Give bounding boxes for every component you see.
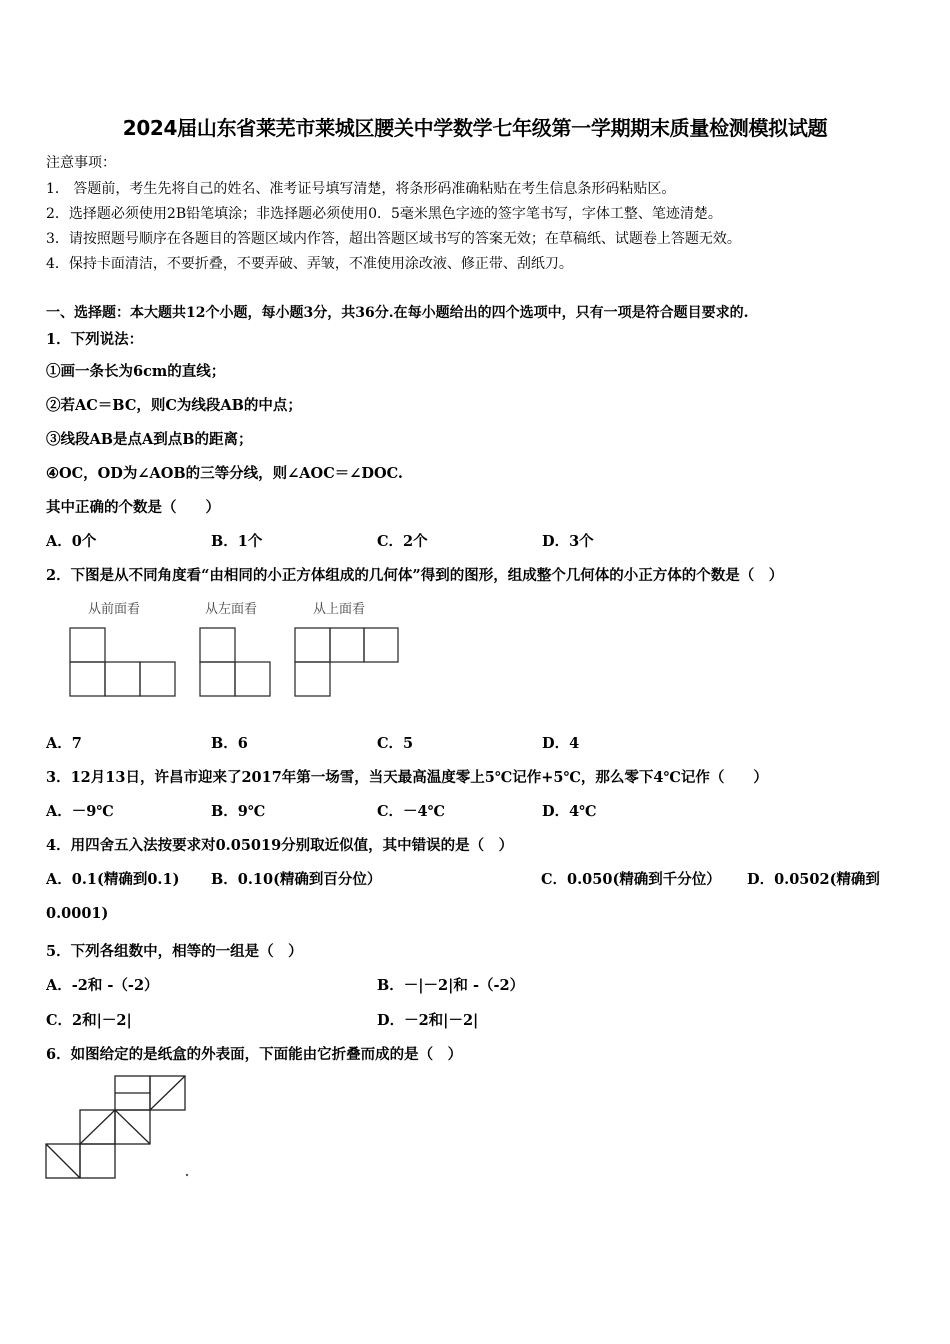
q1-statement-4: ④OC，OD为∠AOB的三等分线，则∠AOC＝∠DOC. xyxy=(46,465,403,482)
q1-option-a[interactable]: A．0个 xyxy=(46,533,97,550)
front-view-label: 从前面看 xyxy=(88,602,141,617)
box-net-figure xyxy=(44,1074,194,1184)
notice-item: 1． 答题前，考生先将自己的姓名、准考证号填写清楚，将条形码准确粘贴在考生信息条形码粘贴区。 xyxy=(46,181,676,197)
section-heading: 一、选择题：本大题共12个小题，每小题3分，共36分.在每小题给出的四个选项中，只有一项是符合题目要求的. xyxy=(46,305,749,321)
notice-heading: 注意事项： xyxy=(46,155,116,171)
q5-option-c[interactable]: C．2和|－2| xyxy=(46,1012,132,1029)
q1-option-b[interactable]: B．1个 xyxy=(211,533,263,550)
q5-option-d[interactable]: D．－2和|－2| xyxy=(377,1012,479,1029)
question-2-stem: 2．下图是从不同角度看“由相同的小正方体组成的几何体”得到的图形，组成整个几何体的小正方体的个数是（ ） xyxy=(46,567,784,584)
q3-option-d[interactable]: D．4℃ xyxy=(542,803,597,820)
top-view-label: 从上面看 xyxy=(313,602,366,617)
q4-option-b[interactable]: B．0.10(精确到百分位） xyxy=(211,871,382,888)
q5-option-a[interactable]: A．-2和 -（-2） xyxy=(46,977,159,994)
question-5-stem: 5．下列各组数中，相等的一组是（ ） xyxy=(46,943,303,960)
q2-option-c[interactable]: C．5 xyxy=(377,735,414,752)
q4-option-d[interactable]: D．0.0502(精确到 xyxy=(747,871,880,888)
q3-option-a[interactable]: A．－9℃ xyxy=(46,803,114,820)
q2-option-b[interactable]: B．6 xyxy=(211,735,248,752)
q3-option-b[interactable]: B．9℃ xyxy=(211,803,266,820)
question-1-stem: 1．下列说法： xyxy=(46,331,144,348)
q4-option-a[interactable]: A．0.1(精确到0.1) xyxy=(46,871,180,888)
question-3-stem: 3．12月13日，许昌市迎来了2017年第一场雪，当天最高温度零上5℃记作+5℃，那么零下4℃记作（ ） xyxy=(46,769,768,786)
q1-statement-1: ①画一条长为6cm的直线； xyxy=(46,363,226,380)
q2-option-d[interactable]: D．4 xyxy=(542,735,580,752)
q1-ask: 其中正确的个数是（ ） xyxy=(46,499,220,516)
left-view-figure xyxy=(198,626,272,698)
notice-item: 3．请按照题号顺序在各题目的答题区域内作答，超出答题区域书写的答案无效；在草稿纸、试题卷上答题无效。 xyxy=(46,231,741,247)
notice-item: 4．保持卡面清洁，不要折叠，不要弄破、弄皱，不准使用涂改液、修正带、刮纸刀。 xyxy=(46,256,573,272)
q1-option-d[interactable]: D．3个 xyxy=(542,533,594,550)
q1-statement-2: ②若AC＝BC，则C为线段AB的中点； xyxy=(46,397,302,414)
q4-option-d-continued: 0.0001) xyxy=(46,905,109,922)
q3-option-c[interactable]: C．－4℃ xyxy=(377,803,446,820)
page-title: 2024届山东省莱芜市莱城区腰关中学数学七年级第一学期期末质量检测模拟试题 xyxy=(122,116,828,140)
front-view-figure xyxy=(68,626,178,698)
top-view-figure xyxy=(293,626,401,698)
notice-item: 2．选择题必须使用2B铅笔填涂；非选择题必须使用0．5毫米黑色字迹的签字笔书写，字体工整、笔迹清楚。 xyxy=(46,206,722,222)
q1-statement-3: ③线段AB是点A到点B的距离； xyxy=(46,431,253,448)
q5-option-b[interactable]: B．－|－2|和 -（-2） xyxy=(377,977,525,994)
q4-option-c[interactable]: C．0.050(精确到千分位） xyxy=(541,871,721,888)
question-4-stem: 4．用四舍五入法按要求对0.05019分别取近似值，其中错误的是（ ） xyxy=(46,837,514,854)
question-6-stem: 6．如图给定的是纸盒的外表面，下面能由它折叠而成的是（ ） xyxy=(46,1046,463,1063)
left-view-label: 从左面看 xyxy=(205,602,258,617)
q1-option-c[interactable]: C．2个 xyxy=(377,533,428,550)
q2-option-a[interactable]: A．7 xyxy=(46,735,82,752)
